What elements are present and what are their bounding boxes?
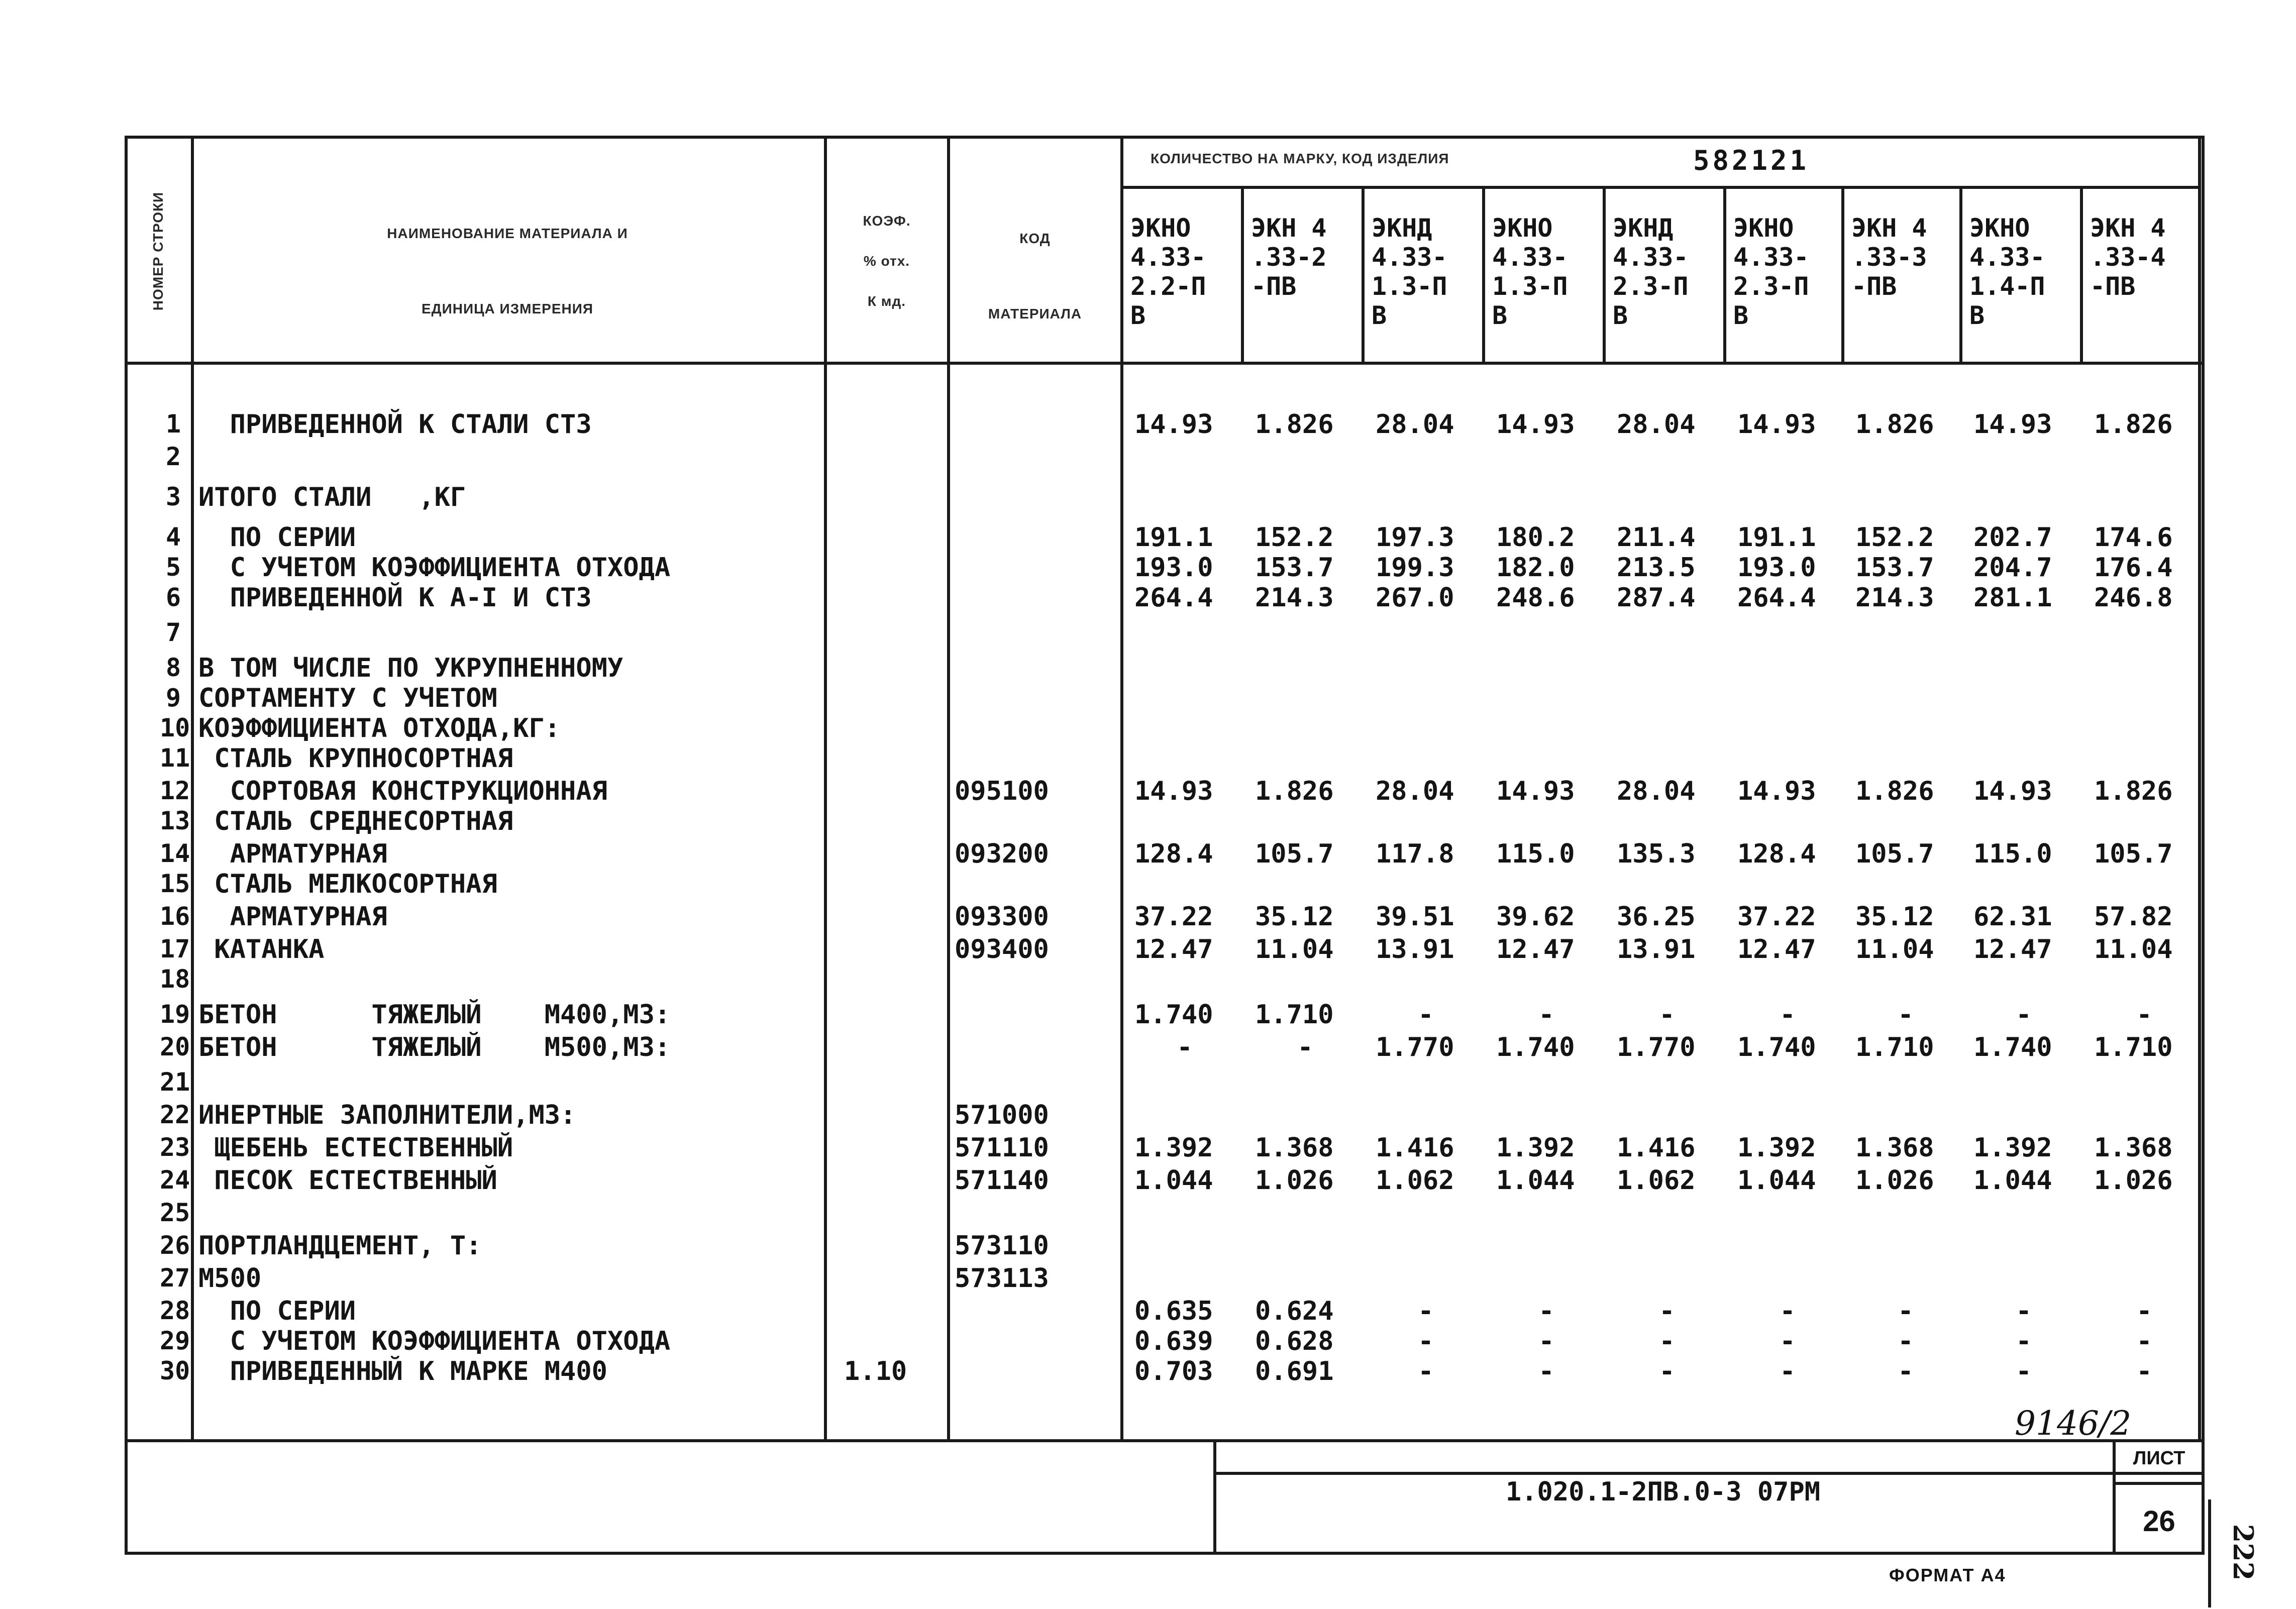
quantity-cell: 248.6 xyxy=(1496,583,1575,613)
row-number: 30 xyxy=(160,1356,190,1385)
material-name: М500 xyxy=(198,1263,262,1294)
rule-side-stamp xyxy=(2208,1499,2211,1607)
quantity-cell: 152.2 xyxy=(1255,522,1334,553)
quantity-cell: - xyxy=(1898,1000,1914,1030)
quantity-cell: 211.4 xyxy=(1617,522,1696,553)
quantity-cell: 1.740 xyxy=(1134,1000,1213,1030)
material-name: КАТАНКА xyxy=(198,934,325,964)
quantity-cell: 62.31 xyxy=(1973,902,2052,932)
quantity-cell: - xyxy=(1538,1326,1554,1356)
material-name: С УЧЕТОМ КОЭФФИЦИЕНТА ОТХОДА xyxy=(198,553,671,583)
quantity-cell: 28.04 xyxy=(1617,776,1696,806)
quantity-cell: - xyxy=(1418,1000,1434,1030)
quantity-cell: 1.826 xyxy=(1255,409,1334,440)
quantity-cell: - xyxy=(2016,1356,2032,1386)
coef-header: КОЭФ. % отх. К мд. xyxy=(863,213,911,309)
row-number-header: НОМЕР СТРОКИ xyxy=(150,191,166,311)
column-header: ЭКНО 4.33- 2.2-П В xyxy=(1130,213,1206,330)
quantity-cell: 37.22 xyxy=(1737,902,1816,932)
rule-col-1 xyxy=(1241,186,1244,362)
quantity-cell: - xyxy=(1538,1356,1554,1386)
quantity-cell: - xyxy=(1418,1356,1434,1386)
row-number: 17 xyxy=(160,934,190,963)
product-code: 582121 xyxy=(1693,145,1810,176)
quantity-cell: 14.93 xyxy=(1737,776,1816,806)
quantity-cell: - xyxy=(1418,1296,1434,1326)
quantity-cell: 0.635 xyxy=(1134,1296,1213,1326)
material-name: ЩЕБЕНЬ ЕСТЕСТВЕННЫЙ xyxy=(198,1133,513,1163)
quantity-cell: 214.3 xyxy=(1855,583,1934,613)
quantity-cell: 152.2 xyxy=(1855,522,1934,553)
quantity-cell: 105.7 xyxy=(1255,839,1334,869)
quantity-cell: 1.368 xyxy=(1255,1133,1334,1163)
quantity-cell: 39.51 xyxy=(1376,902,1454,932)
quantity-cell: 128.4 xyxy=(1134,839,1213,869)
row-number: 1 xyxy=(165,409,181,439)
document-code: 1.020.1-2ПВ.0-3 07РМ xyxy=(1505,1477,1821,1507)
material-code: 093400 xyxy=(955,934,1049,964)
quantity-cell: 1.062 xyxy=(1617,1165,1696,1196)
side-number: 222 xyxy=(2227,1524,2259,1581)
quantity-cell: - xyxy=(1780,1296,1796,1326)
row-number: 15 xyxy=(160,869,190,898)
rule-qty-top xyxy=(1120,186,2201,189)
quantity-cell: - xyxy=(2136,1326,2152,1356)
row-number: 20 xyxy=(160,1032,190,1061)
quantity-cell: 1.826 xyxy=(2094,776,2173,806)
quantity-cell: 13.91 xyxy=(1617,934,1696,964)
material-name: СТАЛЬ КРУПНОСОРТНАЯ xyxy=(198,743,513,774)
material-name: В ТОМ ЧИСЛЕ ПО УКРУПНЕННОМУ xyxy=(198,653,623,683)
quantity-cell: 1.026 xyxy=(1855,1165,1934,1196)
rule-header-bottom xyxy=(125,362,2205,365)
quantity-cell: 28.04 xyxy=(1376,776,1454,806)
material-code: 573110 xyxy=(955,1231,1049,1261)
material-name: ПРИВЕДЕННЫЙ К МАРКЕ М400 xyxy=(198,1356,607,1386)
quantity-cell: 267.0 xyxy=(1376,583,1454,613)
material-name: ПРИВЕДЕННОЙ К СТАЛИ СТ3 xyxy=(198,409,592,440)
quantity-cell: 1.044 xyxy=(1496,1165,1575,1196)
row-number: 18 xyxy=(160,964,190,994)
sheet-label: ЛИСТ xyxy=(2133,1448,2185,1469)
quantity-cell: 1.770 xyxy=(1376,1032,1454,1062)
quantity-cell: - xyxy=(1898,1356,1914,1386)
format-label: ФОРМАТ А4 xyxy=(1889,1565,2006,1585)
row-number: 3 xyxy=(165,482,181,511)
material-name: АРМАТУРНАЯ xyxy=(198,902,387,932)
quantity-cell: 1.392 xyxy=(1496,1133,1575,1163)
material-name: КОЭФФИЦИЕНТА ОТХОДА,КГ: xyxy=(198,713,561,743)
code-header: КОД МАТЕРИАЛА xyxy=(988,231,1082,321)
row-number: 7 xyxy=(165,618,181,647)
quantity-cell: 197.3 xyxy=(1376,522,1454,553)
quantity-cell: 36.25 xyxy=(1617,902,1696,932)
row-number: 14 xyxy=(160,839,190,868)
row-number: 29 xyxy=(160,1326,190,1355)
quantity-header: КОЛИЧЕСТВО НА МАРКУ, КОД ИЗДЕЛИЯ xyxy=(1151,151,1449,166)
quantity-cell: 1.770 xyxy=(1617,1032,1696,1062)
material-name: ПО СЕРИИ xyxy=(198,1296,356,1326)
row-number: 10 xyxy=(160,713,190,742)
quantity-cell: - xyxy=(1780,1000,1796,1030)
quantity-cell: 14.93 xyxy=(1134,409,1213,440)
quantity-cell: 135.3 xyxy=(1617,839,1696,869)
row-number: 5 xyxy=(165,553,181,582)
row-number: 4 xyxy=(165,522,181,552)
quantity-cell: - xyxy=(2136,1356,2152,1386)
quantity-cell: 1.826 xyxy=(1255,776,1334,806)
column-header: ЭКН 4 .33-3 -ПВ xyxy=(1851,213,1927,301)
quantity-cell: 264.4 xyxy=(1134,583,1213,613)
material-name: ИТОГО СТАЛИ ,КГ xyxy=(198,482,466,512)
quantity-cell: - xyxy=(1659,1296,1675,1326)
material-name: ИНЕРТНЫЕ ЗАПОЛНИТЕЛИ,М3: xyxy=(198,1100,576,1130)
material-name: ПО СЕРИИ xyxy=(198,522,356,553)
quantity-cell: 35.12 xyxy=(1255,902,1334,932)
quantity-cell: - xyxy=(1418,1326,1434,1356)
quantity-cell: 176.4 xyxy=(2094,553,2173,583)
quantity-cell: 14.93 xyxy=(1973,776,2052,806)
coefficient: 1.10 xyxy=(844,1356,907,1386)
column-header: ЭКН 4 .33-2 -ПВ xyxy=(1251,213,1327,301)
quantity-cell: - xyxy=(1898,1326,1914,1356)
quantity-cell: 13.91 xyxy=(1376,934,1454,964)
name-header: НАИМЕНОВАНИЕ МАТЕРИАЛА И ЕДИНИЦА ИЗМЕРЕНИЯ xyxy=(387,226,628,316)
material-code: 093300 xyxy=(955,902,1049,932)
row-number: 8 xyxy=(165,653,181,682)
quantity-cell: 199.3 xyxy=(1376,553,1454,583)
material-name: СТАЛЬ МЕЛКОСОРТНАЯ xyxy=(198,869,497,899)
quantity-cell: - xyxy=(2136,1000,2152,1030)
quantity-cell: 1.740 xyxy=(1496,1032,1575,1062)
quantity-cell: 1.044 xyxy=(1134,1165,1213,1196)
material-code: 571110 xyxy=(955,1133,1049,1163)
quantity-cell: 1.710 xyxy=(2094,1032,2173,1062)
quantity-cell: - xyxy=(1177,1032,1193,1062)
rule-rownum xyxy=(191,136,194,1442)
quantity-cell: - xyxy=(1538,1000,1554,1030)
material-name: ПОРТЛАНДЦЕМЕНТ, Т: xyxy=(198,1231,482,1261)
quantity-cell: 14.93 xyxy=(1973,409,2052,440)
rule-col-5 xyxy=(1723,186,1726,362)
quantity-cell: 202.7 xyxy=(1973,522,2052,553)
rule-sheet-label xyxy=(2113,1482,2203,1485)
sheet-number: 26 xyxy=(2143,1505,2175,1538)
quantity-cell: 12.47 xyxy=(1737,934,1816,964)
row-number: 22 xyxy=(160,1100,190,1129)
column-header: ЭКН 4 .33-4 -ПВ xyxy=(2090,213,2166,301)
quantity-cell: 246.8 xyxy=(2094,583,2173,613)
quantity-cell: 128.4 xyxy=(1737,839,1816,869)
quantity-cell: 281.1 xyxy=(1973,583,2052,613)
quantity-cell: 37.22 xyxy=(1134,902,1213,932)
quantity-cell: 115.0 xyxy=(1496,839,1575,869)
row-number: 28 xyxy=(160,1296,190,1325)
quantity-cell: 0.691 xyxy=(1255,1356,1334,1386)
rule-col-3 xyxy=(1482,186,1485,362)
quantity-cell: 35.12 xyxy=(1855,902,1934,932)
row-number: 11 xyxy=(160,743,190,773)
quantity-cell: 153.7 xyxy=(1255,553,1334,583)
quantity-cell: 0.624 xyxy=(1255,1296,1334,1326)
quantity-cell: - xyxy=(1780,1326,1796,1356)
material-name: ПРИВЕДЕННОЙ К А-I И СТ3 xyxy=(198,583,592,613)
quantity-cell: 105.7 xyxy=(2094,839,2173,869)
quantity-cell: 12.47 xyxy=(1134,934,1213,964)
quantity-cell: 1.026 xyxy=(1255,1165,1334,1196)
rule-coef xyxy=(947,136,950,1442)
quantity-cell: 214.3 xyxy=(1255,583,1334,613)
row-number: 25 xyxy=(160,1198,190,1227)
rule-col-4 xyxy=(1603,186,1606,362)
quantity-cell: 193.0 xyxy=(1737,553,1816,583)
quantity-cell: 1.416 xyxy=(1376,1133,1454,1163)
row-number: 9 xyxy=(165,683,181,712)
quantity-cell: - xyxy=(2016,1296,2032,1326)
quantity-cell: 28.04 xyxy=(1376,409,1454,440)
quantity-cell: - xyxy=(1538,1296,1554,1326)
column-header: ЭКНД 4.33- 1.3-П В xyxy=(1372,213,1447,330)
material-name: ПЕСОК ЕСТЕСТВЕННЫЙ xyxy=(198,1165,497,1196)
row-number: 16 xyxy=(160,902,190,931)
quantity-cell: 28.04 xyxy=(1617,409,1696,440)
material-code: 095100 xyxy=(955,776,1049,806)
quantity-cell: - xyxy=(1898,1296,1914,1326)
rule-name xyxy=(824,136,827,1442)
rule-code xyxy=(1120,136,1123,1442)
material-code: 093200 xyxy=(955,839,1049,869)
quantity-cell: 182.0 xyxy=(1496,553,1575,583)
quantity-cell: 1.740 xyxy=(1973,1032,2052,1062)
quantity-cell: - xyxy=(1780,1356,1796,1386)
rule-col-6 xyxy=(1841,186,1844,362)
column-header: ЭКНД 4.33- 2.3-П В xyxy=(1613,213,1689,330)
quantity-cell: 12.47 xyxy=(1496,934,1575,964)
quantity-cell: - xyxy=(2136,1296,2152,1326)
quantity-cell: 1.392 xyxy=(1737,1133,1816,1163)
quantity-cell: 57.82 xyxy=(2094,902,2173,932)
quantity-cell: 174.6 xyxy=(2094,522,2173,553)
row-number: 2 xyxy=(165,442,181,471)
quantity-cell: 105.7 xyxy=(1855,839,1934,869)
quantity-cell: 1.826 xyxy=(2094,409,2173,440)
quantity-cell: 204.7 xyxy=(1973,553,2052,583)
quantity-cell: 11.04 xyxy=(2094,934,2173,964)
quantity-cell: 1.710 xyxy=(1855,1032,1934,1062)
quantity-cell: 1.062 xyxy=(1376,1165,1454,1196)
quantity-cell: 1.368 xyxy=(1855,1133,1934,1163)
row-number: 27 xyxy=(160,1263,190,1293)
quantity-cell: 11.04 xyxy=(1255,934,1334,964)
rule-stamp-sheet xyxy=(2113,1439,2116,1555)
quantity-cell: 1.416 xyxy=(1617,1133,1696,1163)
quantity-cell: 191.1 xyxy=(1134,522,1213,553)
row-number: 19 xyxy=(160,1000,190,1029)
quantity-cell: 12.47 xyxy=(1973,934,2052,964)
quantity-cell: 11.04 xyxy=(1855,934,1934,964)
quantity-cell: 39.62 xyxy=(1496,902,1575,932)
quantity-cell: - xyxy=(2016,1326,2032,1356)
quantity-cell: 1.368 xyxy=(2094,1133,2173,1163)
material-name: АРМАТУРНАЯ xyxy=(198,839,387,869)
column-header: ЭКНО 4.33- 1.3-П В xyxy=(1492,213,1568,330)
quantity-cell: - xyxy=(1659,1356,1675,1386)
quantity-cell: - xyxy=(1659,1000,1675,1030)
material-name: С УЧЕТОМ КОЭФФИЦИЕНТА ОТХОДА xyxy=(198,1326,671,1356)
quantity-cell: 14.93 xyxy=(1496,776,1575,806)
quantity-cell: 264.4 xyxy=(1737,583,1816,613)
material-name: БЕТОН ТЯЖЕЛЫЙ М500,М3: xyxy=(198,1032,671,1062)
quantity-cell: - xyxy=(1297,1032,1313,1062)
rule-col-7 xyxy=(1959,186,1962,362)
material-name: БЕТОН ТЯЖЕЛЫЙ М400,М3: xyxy=(198,1000,671,1030)
quantity-cell: 0.639 xyxy=(1134,1326,1213,1356)
row-number: 26 xyxy=(160,1231,190,1260)
quantity-cell: 1.826 xyxy=(1855,776,1934,806)
quantity-cell: - xyxy=(1659,1326,1675,1356)
quantity-cell: 1.740 xyxy=(1737,1032,1816,1062)
row-number: 23 xyxy=(160,1133,190,1162)
material-name: СОРТАМЕНТУ С УЧЕТОМ xyxy=(198,683,497,713)
material-code: 571140 xyxy=(955,1165,1049,1196)
quantity-cell: 1.392 xyxy=(1134,1133,1213,1163)
quantity-cell: 1.826 xyxy=(1855,409,1934,440)
column-header: ЭКНО 4.33- 2.3-П В xyxy=(1733,213,1809,330)
quantity-cell: 180.2 xyxy=(1496,522,1575,553)
rule-stamp-mid xyxy=(1213,1472,2203,1475)
quantity-cell: 153.7 xyxy=(1855,553,1934,583)
quantity-cell: 14.93 xyxy=(1134,776,1213,806)
column-header: ЭКНО 4.33- 1.4-П В xyxy=(1969,213,2045,330)
quantity-cell: 213.5 xyxy=(1617,553,1696,583)
material-code: 571000 xyxy=(955,1100,1049,1130)
quantity-cell: 287.4 xyxy=(1617,583,1696,613)
quantity-cell: 0.628 xyxy=(1255,1326,1334,1356)
material-code: 573113 xyxy=(955,1263,1049,1294)
quantity-cell: 14.93 xyxy=(1737,409,1816,440)
quantity-cell: 193.0 xyxy=(1134,553,1213,583)
material-name: СТАЛЬ СРЕДНЕСОРТНАЯ xyxy=(198,806,513,836)
quantity-cell: 1.044 xyxy=(1737,1165,1816,1196)
row-number: 21 xyxy=(160,1067,190,1097)
row-number: 24 xyxy=(160,1165,190,1195)
rule-col-8 xyxy=(2080,186,2083,362)
row-number: 13 xyxy=(160,806,190,835)
quantity-cell: 115.0 xyxy=(1973,839,2052,869)
row-number: 12 xyxy=(160,776,190,805)
quantity-cell: 1.710 xyxy=(1255,1000,1334,1030)
quantity-cell: 1.044 xyxy=(1973,1165,2052,1196)
row-number: 6 xyxy=(165,583,181,612)
quantity-cell: 1.026 xyxy=(2094,1165,2173,1196)
handwritten-number: 9146/2 xyxy=(2015,1404,2132,1443)
material-name: СОРТОВАЯ КОНСТРУКЦИОННАЯ xyxy=(198,776,607,806)
quantity-cell: - xyxy=(2016,1000,2032,1030)
quantity-cell: 191.1 xyxy=(1737,522,1816,553)
rule-table-bottom xyxy=(125,1439,2205,1442)
quantity-cell: 1.392 xyxy=(1973,1133,2052,1163)
quantity-cell: 14.93 xyxy=(1496,409,1575,440)
quantity-cell: 0.703 xyxy=(1134,1356,1213,1386)
rule-col-2 xyxy=(1362,186,1365,362)
quantity-cell: 117.8 xyxy=(1376,839,1454,869)
